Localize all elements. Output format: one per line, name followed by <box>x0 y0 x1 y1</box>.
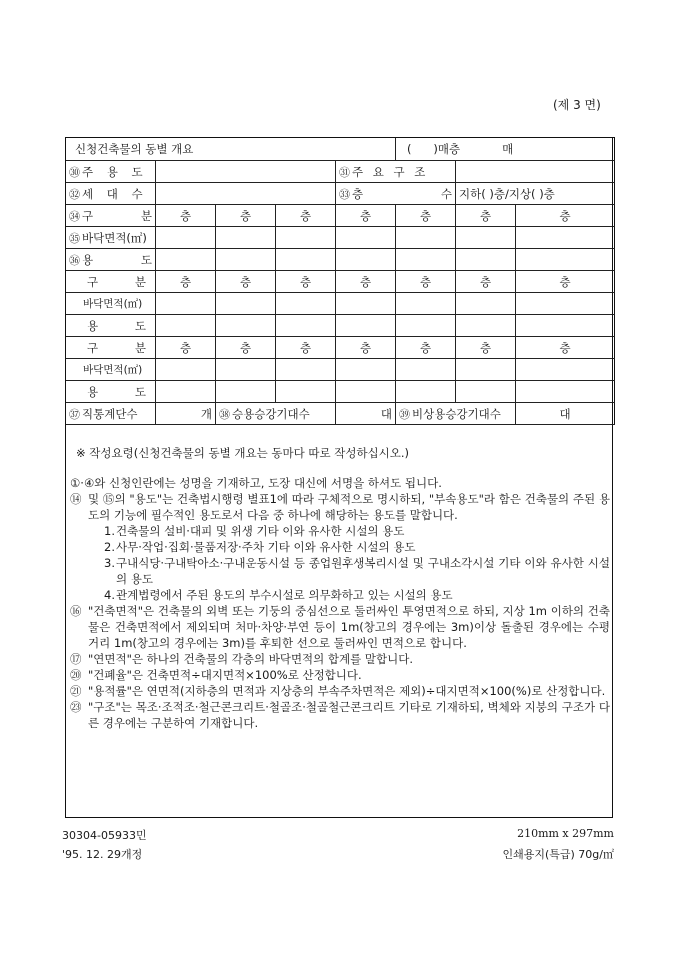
row-floor-area-3 <box>66 359 615 381</box>
floor-cell[interactable]: 층 <box>336 337 396 359</box>
use-cell[interactable] <box>456 381 516 403</box>
row-elevators <box>66 403 615 425</box>
paper-size: 210mm x 297mm <box>517 827 614 840</box>
row-floor-area-2 <box>66 293 615 315</box>
row-households <box>66 183 615 205</box>
area-cell[interactable] <box>516 359 615 381</box>
use-label: 용 도 <box>66 315 156 337</box>
floor-cell[interactable]: 층 <box>396 205 456 227</box>
form-code: 30304-05933민 <box>62 829 147 842</box>
row-floor-area-1 <box>66 227 615 249</box>
note-item: ⑯ "건축면적"은 건축물의 외벽 또는 기둥의 중심선으로 둘러싸인 투영면적으로 하되, 지상 1m 이하의 건축물은 건축면적에서 제외되며 처마·차양·부연 등이 1m(창고의 경우에는 3m)이상 돌출된 경우에는 수평거리 1m(창고의 경우에는 3m)를 후퇴한 선으로 둘러싸인 면적으로 합니다. <box>70 604 610 650</box>
elevators-input[interactable]: 대 <box>336 403 396 425</box>
area-cell[interactable] <box>396 293 456 315</box>
floor-cell[interactable]: 층 <box>156 205 216 227</box>
area-cell[interactable] <box>396 359 456 381</box>
use-cell[interactable] <box>456 249 516 271</box>
row-section-3 <box>66 337 615 359</box>
revision-date: '95. 12. 29개정 <box>62 848 143 861</box>
floor-cell[interactable]: 층 <box>276 271 336 293</box>
note-item: ⑭ 및 ⑮의 "용도"는 건축법시행령 별표1에 따라 구체적으로 명시하되, "부속용도"라 함은 건축물의 주된 용도의 기능에 필수적인 용도로서 다음 중 하나에 해당하는 용도를 말합니다. <box>70 492 610 522</box>
use-cell[interactable] <box>336 381 396 403</box>
main-structure-label: ㉛ 주 요 구 조 <box>336 161 456 183</box>
instructions <box>70 445 610 731</box>
floor-area-label: 바닥면적(㎡) <box>66 293 156 315</box>
floor-cell[interactable]: 층 <box>276 205 336 227</box>
floor-cell[interactable]: 층 <box>156 337 216 359</box>
row-section-1 <box>66 205 615 227</box>
emergency-elevators-input[interactable]: 대 <box>516 403 615 425</box>
stairs-label: ㊲ 직통계단수 <box>66 403 156 425</box>
floor-cell[interactable]: 층 <box>456 205 516 227</box>
area-cell[interactable] <box>216 359 276 381</box>
note-item: ⑳ "건폐율"은 건축면적÷대지면적×100%로 산정합니다. <box>70 668 362 682</box>
area-cell[interactable] <box>456 359 516 381</box>
floor-cell[interactable]: 층 <box>216 271 276 293</box>
note-subitem: 3. 구내식당·구내탁아소·구내운동시설 등 종업원후생복리시설 및 구내소각시설 기타 이와 유사한 시설의 용도 <box>104 556 610 586</box>
floor-cell[interactable]: 층 <box>336 271 396 293</box>
table-title: 신청건축물의 동별 개요 <box>66 138 396 161</box>
main-use-label: ㉚ 주 용 도 <box>66 161 156 183</box>
use-label: 용 도 <box>66 381 156 403</box>
building-overview-table <box>65 137 615 425</box>
use-cell[interactable] <box>156 315 216 337</box>
households-label: ㉜ 세 대 수 <box>66 183 156 205</box>
floor-cell[interactable]: 층 <box>516 337 615 359</box>
area-cell[interactable] <box>516 293 615 315</box>
use-cell[interactable] <box>216 315 276 337</box>
elevators-label: ㊳ 승용승강기대수 <box>216 403 336 425</box>
area-cell[interactable] <box>336 293 396 315</box>
area-cell[interactable] <box>396 227 456 249</box>
use-cell[interactable] <box>156 249 216 271</box>
page-number: (제 3 면) <box>553 98 601 112</box>
area-cell[interactable] <box>456 293 516 315</box>
area-cell[interactable] <box>336 359 396 381</box>
area-cell[interactable] <box>276 227 336 249</box>
mezzanine-label: ( )매층 <box>407 142 461 156</box>
note-item: ①·④와 신청인란에는 성명을 기재하고, 도장 대신에 서명을 하셔도 됩니다. <box>70 476 442 490</box>
use-cell[interactable] <box>336 315 396 337</box>
table-title-row <box>66 138 615 161</box>
note-item: ㉓ "구조"는 목조·조적조·철근콘크리트·철골조·철골철근콘크리트 기타로 기재하되, 벽체와 지붕의 구조가 다른 경우에는 구분하여 기재합니다. <box>70 700 610 730</box>
use-cell[interactable] <box>216 249 276 271</box>
area-cell[interactable] <box>156 293 216 315</box>
area-cell[interactable] <box>156 227 216 249</box>
instructions-title: ※ 작성요령(신청건축물의 동별 개요는 동마다 따로 작성하십시오.) <box>76 446 410 460</box>
area-cell[interactable] <box>516 227 615 249</box>
use-cell[interactable] <box>396 249 456 271</box>
area-cell[interactable] <box>276 293 336 315</box>
row-main-use <box>66 161 615 183</box>
note-subitem: 4. 관계법령에서 주된 용도의 부수시설로 의무화하고 있는 시설의 용도 <box>104 588 453 602</box>
use-cell[interactable] <box>516 381 615 403</box>
use-cell[interactable] <box>276 381 336 403</box>
area-cell[interactable] <box>456 227 516 249</box>
floor-cell[interactable]: 층 <box>156 271 216 293</box>
area-cell[interactable] <box>336 227 396 249</box>
use-cell[interactable] <box>396 315 456 337</box>
row-use-1 <box>66 249 615 271</box>
area-cell[interactable] <box>216 293 276 315</box>
area-cell[interactable] <box>276 359 336 381</box>
floor-area-label: ㉟ 바닥면적(㎡) <box>66 227 156 249</box>
note-item: ㉑ "용적률"은 연면적(지하층의 면적과 지상층의 부속주차면적은 제외)÷대지면적×100(%)로 산정합니다. <box>70 684 606 698</box>
floor-area-label: 바닥면적(㎡) <box>66 359 156 381</box>
use-label: ㊱ 용 도 <box>66 249 156 271</box>
stairs-input[interactable]: 개 <box>156 403 216 425</box>
area-cell[interactable] <box>216 227 276 249</box>
row-use-3 <box>66 381 615 403</box>
use-cell[interactable] <box>516 315 615 337</box>
floors-input[interactable]: 지하( )층/지상( )층 <box>456 183 615 205</box>
section-label: 구 분 <box>66 337 156 359</box>
paper-spec: 인쇄용지(특급) 70g/㎡ <box>502 848 614 861</box>
use-cell[interactable] <box>216 381 276 403</box>
row-section-2 <box>66 271 615 293</box>
main-use-input[interactable] <box>156 161 336 183</box>
use-cell[interactable] <box>276 249 336 271</box>
use-cell[interactable] <box>276 315 336 337</box>
floor-cell[interactable]: 층 <box>456 337 516 359</box>
emergency-elevators-label: ㊴ 비상용승강기대수 <box>396 403 516 425</box>
floor-cell[interactable]: 층 <box>516 271 615 293</box>
note-item: ⑰ "연면적"은 하나의 건축물의 각층의 바닥면적의 합계를 말합니다. <box>70 652 413 666</box>
floor-cell[interactable]: 층 <box>216 337 276 359</box>
floor-cell[interactable]: 층 <box>456 271 516 293</box>
use-cell[interactable] <box>516 249 615 271</box>
use-cell[interactable] <box>396 381 456 403</box>
note-subitem: 1. 건축물의 설비·대피 및 위생 기타 이와 유사한 시설의 용도 <box>104 524 405 538</box>
floor-cell[interactable]: 층 <box>516 205 615 227</box>
section-label: 구 분 <box>66 271 156 293</box>
mezzanine-field[interactable] <box>396 138 615 161</box>
note-subitem: 2. 사무·작업·집회·물품저장·주차 기타 이와 유사한 시설의 용도 <box>104 540 416 554</box>
floor-cell[interactable]: 층 <box>396 271 456 293</box>
floor-cell[interactable]: 층 <box>336 205 396 227</box>
section-label: ㉞ 구 분 <box>66 205 156 227</box>
floors-label: ㉝ 층 수 <box>336 183 456 205</box>
use-cell[interactable] <box>336 249 396 271</box>
mezzanine-unit: 매 <box>502 142 514 156</box>
area-cell[interactable] <box>156 359 216 381</box>
floor-cell[interactable]: 층 <box>396 337 456 359</box>
row-use-2 <box>66 315 615 337</box>
floor-cell[interactable]: 층 <box>216 205 276 227</box>
floor-cell[interactable]: 층 <box>276 337 336 359</box>
households-input[interactable] <box>156 183 336 205</box>
main-structure-input[interactable] <box>456 161 615 183</box>
use-cell[interactable] <box>156 381 216 403</box>
use-cell[interactable] <box>456 315 516 337</box>
